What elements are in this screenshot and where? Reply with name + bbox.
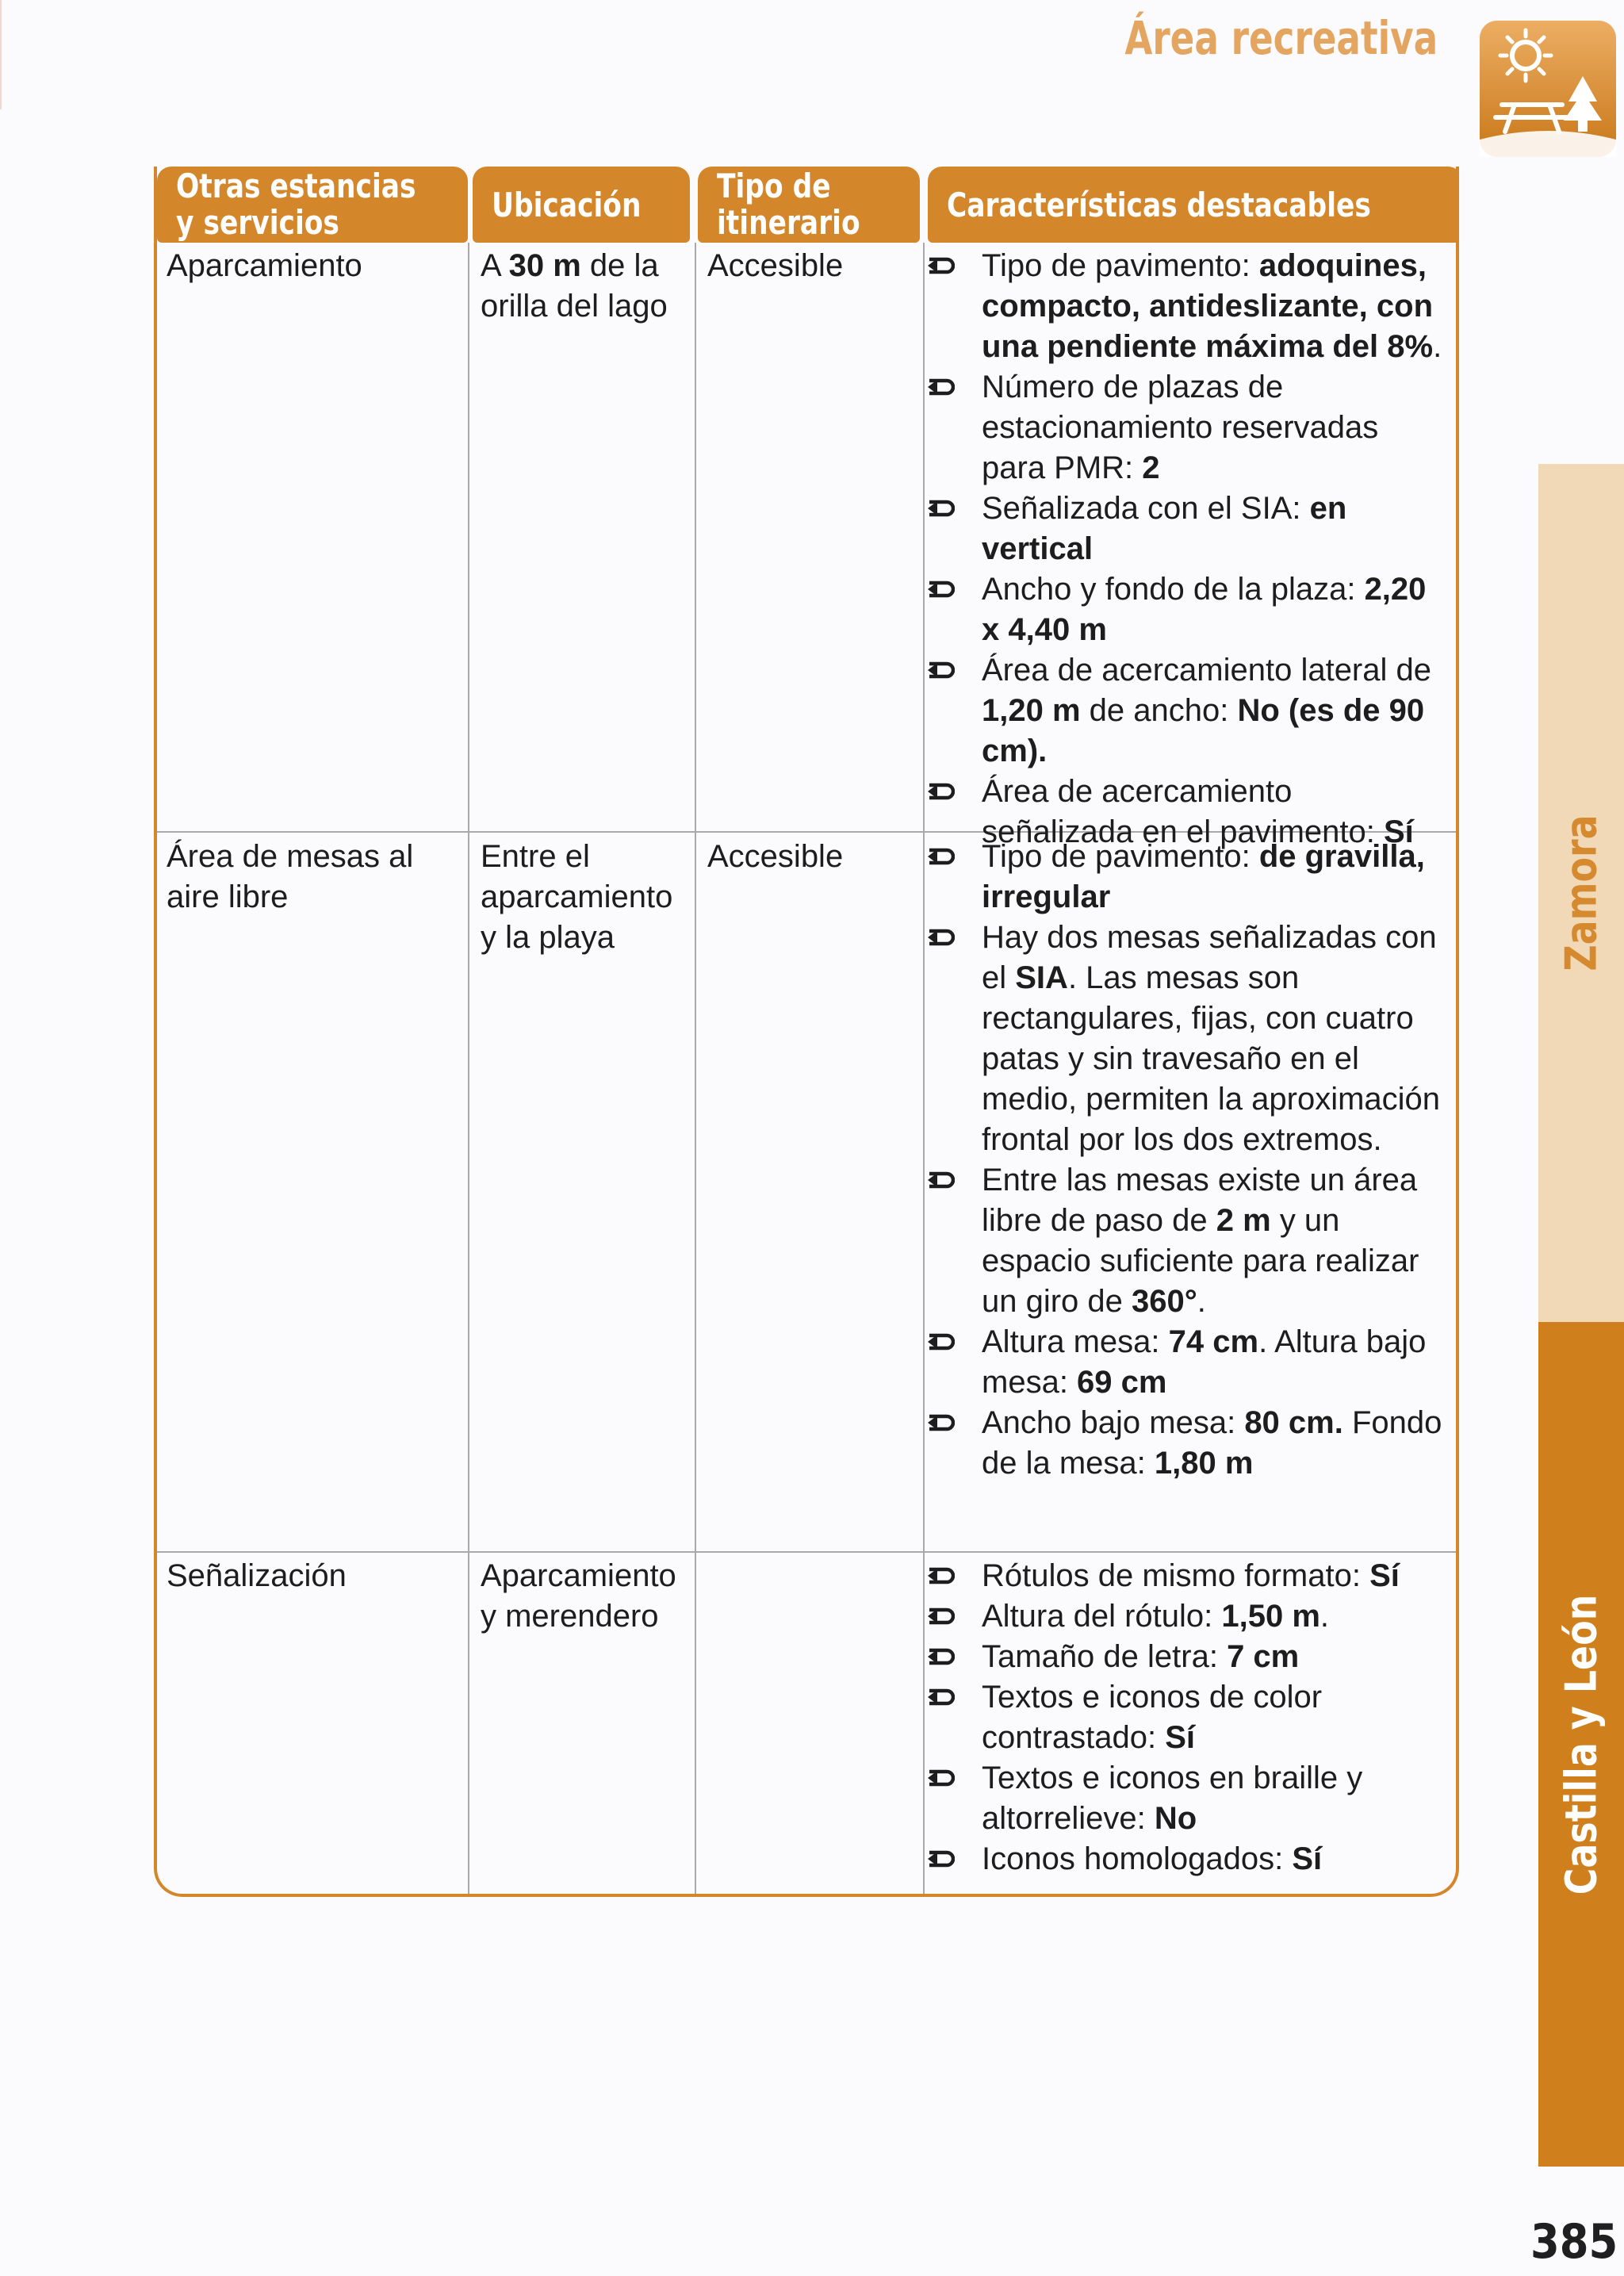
bullet-arrow-icon <box>926 650 955 691</box>
bullet-arrow-icon <box>926 837 955 877</box>
text: Textos e iconos de color contrastado: <box>982 1680 1323 1755</box>
features-cell <box>926 1556 1443 1879</box>
itinerary-cell: Accesible <box>707 248 844 283</box>
location-cell <box>481 246 688 327</box>
bullet-arrow-icon <box>926 918 955 958</box>
text: Aparcamiento y merendero <box>481 1558 676 1634</box>
column-header-stay: Otras estancias y servicios <box>157 167 468 243</box>
column-header-itinerary: Tipo de itinerario <box>698 167 920 243</box>
text: Tipo de pavimento: <box>982 839 1259 874</box>
text: Ancho y fondo de la plaza: <box>982 572 1365 607</box>
bold-text: Sí <box>1292 1841 1323 1876</box>
feature-item <box>926 1322 1443 1403</box>
bullet-arrow-icon <box>926 1677 955 1718</box>
bullet-arrow-icon <box>926 246 955 286</box>
bold-text: 74 cm <box>1168 1324 1259 1359</box>
region-name: Zamora <box>1556 814 1607 971</box>
bold-text: Sí <box>1384 814 1414 849</box>
text: Entre el aparcamiento y la playa <box>481 839 673 955</box>
row-divider <box>157 1551 1456 1553</box>
text: Hay dos mesas señalizadas con el <box>982 920 1437 995</box>
bullet-arrow-icon <box>926 367 955 408</box>
bold-text: No (es de 90 cm). <box>982 693 1425 768</box>
bullet-arrow-icon <box>926 1596 955 1637</box>
bold-text: 2,20 x 4,40 m <box>982 572 1427 647</box>
text: . <box>1320 1599 1330 1634</box>
feature-item <box>926 1160 1443 1322</box>
bullet-arrow-icon <box>926 1556 955 1596</box>
bold-text: 2 <box>1142 450 1160 485</box>
feature-item <box>926 489 1443 569</box>
bullet-arrow-icon <box>926 1160 955 1201</box>
sidebar-region-tab <box>1538 464 1624 1322</box>
text: Tamaño de letra: <box>982 1639 1228 1674</box>
bold-text: 69 cm <box>1077 1365 1167 1400</box>
feature-item <box>926 1556 1443 1596</box>
features-cell <box>926 246 1443 853</box>
feature-item <box>926 367 1443 489</box>
text: Textos e iconos en braille y altorrelieve: <box>982 1761 1363 1836</box>
bold-text: 80 cm. <box>1244 1405 1343 1440</box>
page-number: 385 <box>1530 2214 1618 2270</box>
sidebar-community-tab <box>1538 1322 1624 2167</box>
stay-cell: Aparcamiento <box>167 248 362 283</box>
stay-cell: Área de mesas al aire libre <box>167 839 414 914</box>
text: de la orilla del lago <box>481 248 668 324</box>
location-cell <box>481 1556 688 1637</box>
bold-text: SIA <box>1015 960 1068 995</box>
bold-text: No <box>1154 1801 1197 1836</box>
bullet-arrow-icon <box>926 1403 955 1443</box>
picnic-sun-tree-icon <box>1480 21 1616 157</box>
column-header-location: Ubicación <box>473 167 690 243</box>
corner-rule <box>0 0 2 109</box>
feature-item <box>926 1677 1443 1758</box>
bold-text: 1,20 m <box>982 693 1081 728</box>
bullet-arrow-icon <box>926 1839 955 1879</box>
column-divider <box>923 243 925 1894</box>
text: Número de plazas de estacionamiento reservadas para PMR: <box>982 370 1379 485</box>
features-cell <box>926 837 1443 1484</box>
text: . <box>1433 329 1442 364</box>
text: A <box>481 248 509 283</box>
feature-item <box>926 837 1443 918</box>
bold-text: adoquines, compacto, antideslizante, con una pendiente máxima del 8% <box>982 248 1434 364</box>
stay-cell: Señalización <box>167 1558 347 1593</box>
text: . Las mesas son rectangulares, fijas, con cuatro patas y sin travesaño en el medio, permiten la aproximación frontal por los dos extremos. <box>982 960 1441 1157</box>
text: . Altura bajo mesa: <box>982 1324 1427 1400</box>
column-header-features: Características destacables <box>928 167 1459 243</box>
text: Señalizada con el SIA: <box>982 491 1310 526</box>
text: Fondo de la mesa: <box>982 1405 1442 1481</box>
text: Iconos homologados: <box>982 1841 1293 1876</box>
itinerary-cell: Accesible <box>707 839 844 874</box>
section-title: Área recreativa <box>1124 11 1438 65</box>
text: Tipo de pavimento: <box>982 248 1259 283</box>
text: Área de acercamiento lateral de <box>982 653 1431 688</box>
feature-item <box>926 569 1443 650</box>
feature-item <box>926 1596 1443 1637</box>
facilities-table <box>154 167 1459 1897</box>
bullet-arrow-icon <box>926 772 955 812</box>
text: Área de acercamiento señalizada en el pavimento: <box>982 774 1384 849</box>
bullet-arrow-icon <box>926 1637 955 1677</box>
bold-text: 1,80 m <box>1154 1446 1254 1481</box>
bold-text: 30 m <box>508 248 581 283</box>
bold-text: Sí <box>1165 1720 1196 1755</box>
feature-item <box>926 1403 1443 1484</box>
bold-text: de gravilla, irregular <box>982 839 1425 914</box>
bold-text: Sí <box>1369 1558 1400 1593</box>
feature-item <box>926 1839 1443 1879</box>
community-name: Castilla y León <box>1556 1594 1607 1895</box>
feature-item <box>926 246 1443 367</box>
bullet-arrow-icon <box>926 489 955 529</box>
feature-item <box>926 650 1443 772</box>
bullet-arrow-icon <box>926 569 955 610</box>
bullet-arrow-icon <box>926 1322 955 1362</box>
bullet-arrow-icon <box>926 1758 955 1799</box>
bold-text: 1,50 m <box>1221 1599 1320 1634</box>
text: Altura del rótulo: <box>982 1599 1222 1634</box>
bold-text: en vertical <box>982 491 1347 566</box>
text: Altura mesa: <box>982 1324 1169 1359</box>
text: Ancho bajo mesa: <box>982 1405 1245 1440</box>
text: de ancho: <box>1080 693 1238 728</box>
bold-text: 2 m <box>1216 1203 1271 1238</box>
bold-text: 7 cm <box>1227 1639 1300 1674</box>
bold-text: 360° <box>1132 1284 1197 1319</box>
location-cell <box>481 837 688 958</box>
text: Rótulos de mismo formato: <box>982 1558 1370 1593</box>
column-divider <box>695 243 696 1894</box>
feature-item <box>926 1637 1443 1677</box>
feature-item <box>926 918 1443 1160</box>
text: y un espacio suficiente para realizar un giro de <box>982 1203 1419 1319</box>
feature-item <box>926 1758 1443 1839</box>
text: Entre las mesas existe un área libre de paso de <box>982 1163 1418 1238</box>
column-divider <box>468 243 469 1894</box>
text: . <box>1197 1284 1206 1319</box>
